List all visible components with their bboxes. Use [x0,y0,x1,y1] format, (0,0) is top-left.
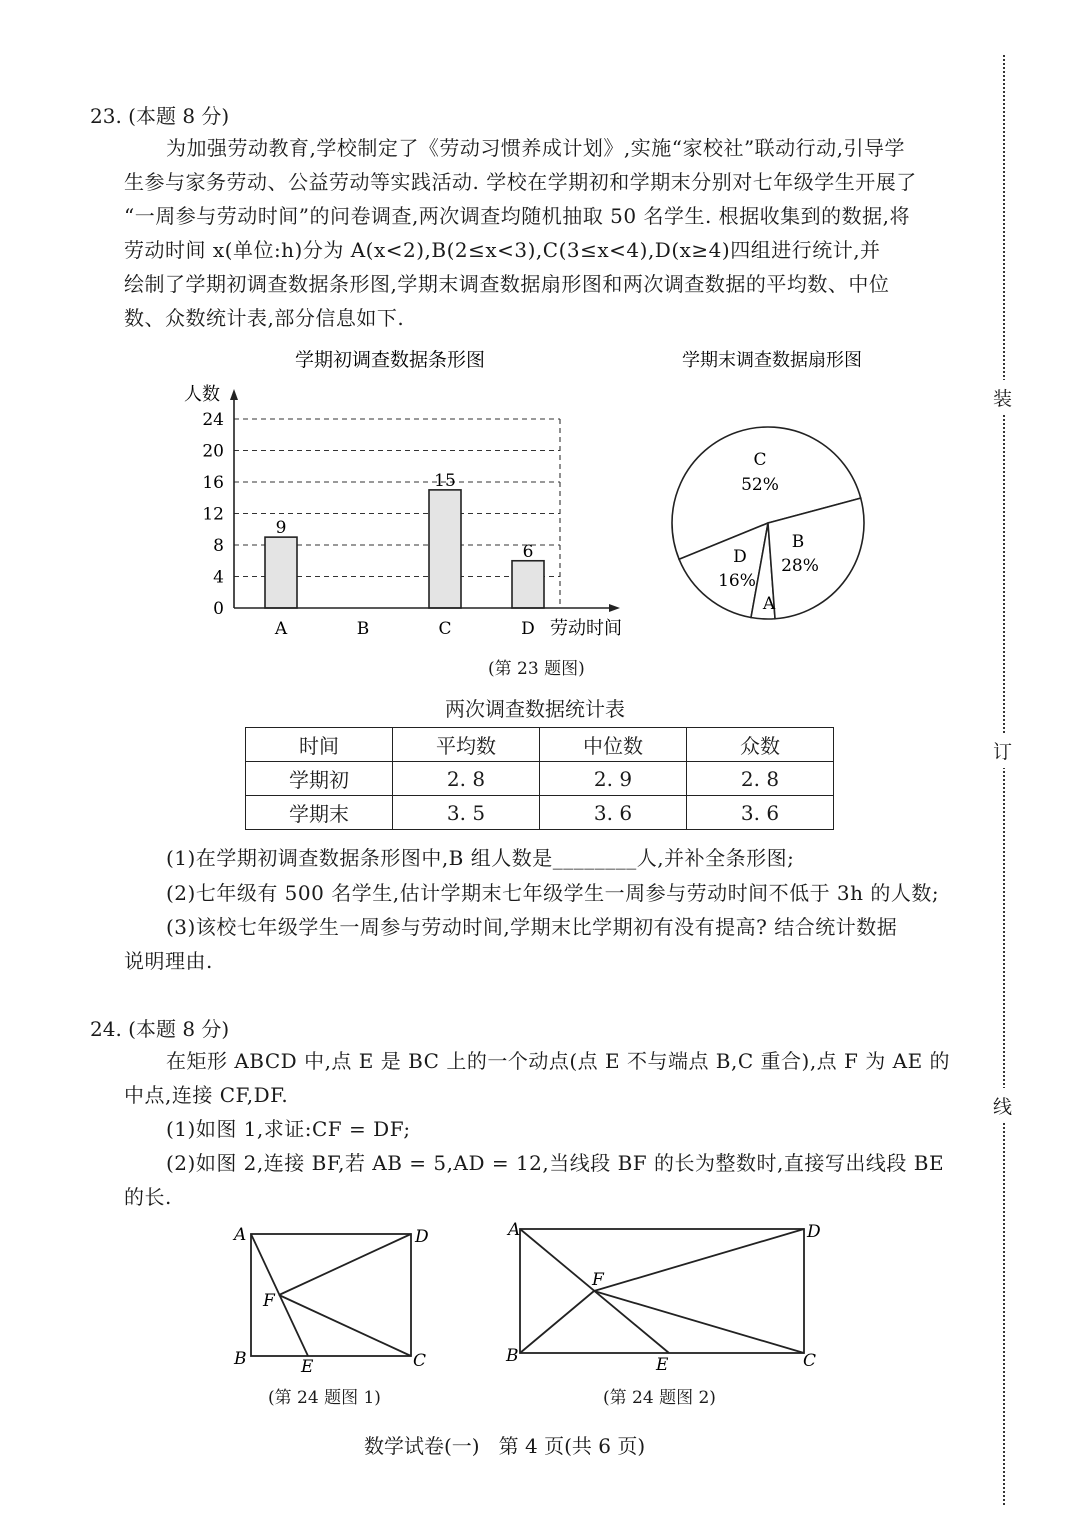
q23-line-6: 数、众数统计表,部分信息如下. [124,306,405,330]
label-a: A [234,1225,247,1245]
q24-line-3: (1)如图 1,求证:CF = DF; [166,1117,411,1141]
label-e: E [656,1355,669,1375]
q24-figure-1 [225,1220,445,1380]
stats-table-header: 中位数 [540,728,687,762]
q24-line-4: (2)如图 2,连接 BF,若 AB = 5,AD = 12,当线段 BF 的长为整数时,直接写出线段 BE [166,1151,945,1175]
y-tick-label: 8 [213,536,224,556]
stats-table-cell: 3. 6 [687,796,834,830]
binding-dotted-line [1003,55,1005,1505]
binding-mark-zhuang: 装 [993,380,1012,415]
pie-slice-label: C [753,450,767,470]
segment-fc [279,1295,411,1356]
pie-slice-label: B [791,532,805,552]
x-axis-arrow-icon [609,604,620,612]
q24-header [90,1013,229,1042]
pie-slice-label: D [733,547,747,567]
q23-line-3: “一周参与劳动时间”的问卷调查,两次调查均随机抽取 50 名学生. 根据收集到的数据,将 [124,204,911,228]
rect-abcd [251,1234,411,1356]
stats-table [245,727,834,830]
stats-table-cell: 2. 8 [393,762,540,796]
segment-fd [279,1234,411,1295]
stats-table-header: 众数 [687,728,834,762]
label-c: C [413,1351,427,1371]
stats-table-row [246,796,834,830]
bar-data-label: 6 [522,541,534,562]
stats-table-row [246,762,834,796]
stats-table-cell: 3. 6 [540,796,687,830]
binding-mark-ding: 订 [993,733,1012,768]
bar-chart-ylabel: 人数 [184,384,220,405]
segment-fd [594,1229,804,1291]
label-e: E [301,1357,314,1377]
bar-chart-x-ticks [274,619,535,639]
stats-table-title: 两次调查数据统计表 [445,697,625,721]
segment-fc [594,1291,804,1353]
y-tick-label: 12 [202,504,224,525]
y-axis-arrow-icon [230,389,238,400]
q24-number: 24. [90,1017,122,1041]
label-c: C [803,1351,817,1371]
q23-sub-3-cont: 说明理由. [124,949,213,973]
pie-slice-percent: 28% [781,556,819,576]
x-tick-label: A [274,619,288,639]
bar-chart-title: 学期初调查数据条形图 [294,349,486,371]
label-f: F [263,1291,275,1311]
y-tick-label: 0 [213,599,224,619]
q23-line-5: 绘制了学期初调查数据条形图,学期末调查数据扇形图和两次调查数据的平均数、中位 [124,272,890,296]
q24-line-5: 的长. [124,1185,172,1209]
pie-slice-percent: 52% [741,475,779,495]
q24-line-2: 中点,连接 CF,DF. [124,1083,289,1107]
q24-line-1: 在矩形 ABCD 中,点 E 是 BC 上的一个动点(点 E 不与端点 B,C 重合),点 F 为 AE 的 [166,1049,951,1073]
label-d: D [807,1222,821,1242]
q23-sub-2: (2)七年级有 500 名学生,估计学期末七年级学生一周参与劳动时间不低于 3h 的人数; [166,881,940,905]
stats-table-cell: 学期末 [246,796,393,830]
stats-table-cell: 2. 8 [687,762,834,796]
pie-chart-slices [672,427,864,619]
label-d: D [415,1227,429,1247]
bar-a [265,537,297,608]
y-tick-label: 4 [213,567,224,588]
page-footer: 数学试卷(一) 第 4 页(共 6 页) [364,1434,646,1458]
rect-abcd [520,1229,804,1353]
q23-line-2: 生参与家务劳动、公益劳动等实践活动. 学校在学期初和学期末分别对七年级学生开展了 [124,170,917,194]
pie-slice-percent: 16% [718,571,756,591]
q24-figure-2-caption: (第 24 题图 2) [603,1388,716,1408]
pie-chart [660,340,890,630]
bar-c [429,490,461,608]
stats-table-header-row [246,728,834,762]
bar-chart-y-ticks [202,410,224,619]
q23-figure-caption: (第 23 题图) [488,659,585,679]
label-b: B [506,1346,519,1366]
q24-score: (本题 8 分) [128,1017,230,1041]
q23-header [90,100,229,129]
bar-data-label: 15 [434,470,456,491]
stats-table-cell: 3. 5 [393,796,540,830]
bar-d [512,561,544,608]
label-f: F [592,1270,604,1290]
q23-number: 23. [90,104,122,128]
x-tick-label: B [356,619,370,639]
bar-data-label: 9 [275,518,287,539]
stats-table-cell: 学期初 [246,762,393,796]
y-tick-label: 24 [202,410,224,430]
y-tick-label: 16 [202,473,224,493]
y-tick-label: 20 [202,441,224,462]
label-b: B [234,1349,247,1369]
stats-table-header: 平均数 [393,728,540,762]
pie-slice-label: A [762,594,776,614]
stats-table-cell: 2. 9 [540,762,687,796]
q23-sub-1: (1)在学期初调查数据条形图中,B 组人数是________人,并补全条形图; [166,846,795,870]
q23-line-1: 为加强劳动教育,学校制定了《劳动习惯养成计划》,实施“家校社”联动行动,引导学 [166,136,906,160]
binding-mark-xian: 线 [993,1088,1012,1123]
bar-chart-bars [265,471,544,608]
q23-score: (本题 8 分) [128,104,230,128]
x-tick-label: D [521,619,535,639]
q24-figure-2 [500,1215,830,1380]
pie-chart-title: 学期末调查数据扇形图 [682,350,862,371]
q23-line-4: 劳动时间 x(单位:h)分为 A(x<2),B(2≤x<3),C(3≤x<4),D(x≥4)四组进行统计,并 [124,238,881,262]
q23-sub-3: (3)该校七年级学生一周参与劳动时间,学期末比学期初有没有提高? 结合统计数据 [166,915,898,939]
segment-bf [520,1291,594,1353]
x-tick-label: C [438,619,452,639]
bar-chart [170,340,650,645]
q24-figure-1-caption: (第 24 题图 1) [268,1388,381,1408]
stats-table-header: 时间 [246,728,393,762]
label-a: A [508,1220,521,1240]
bar-chart-xlabel: 劳动时间 [550,618,622,639]
